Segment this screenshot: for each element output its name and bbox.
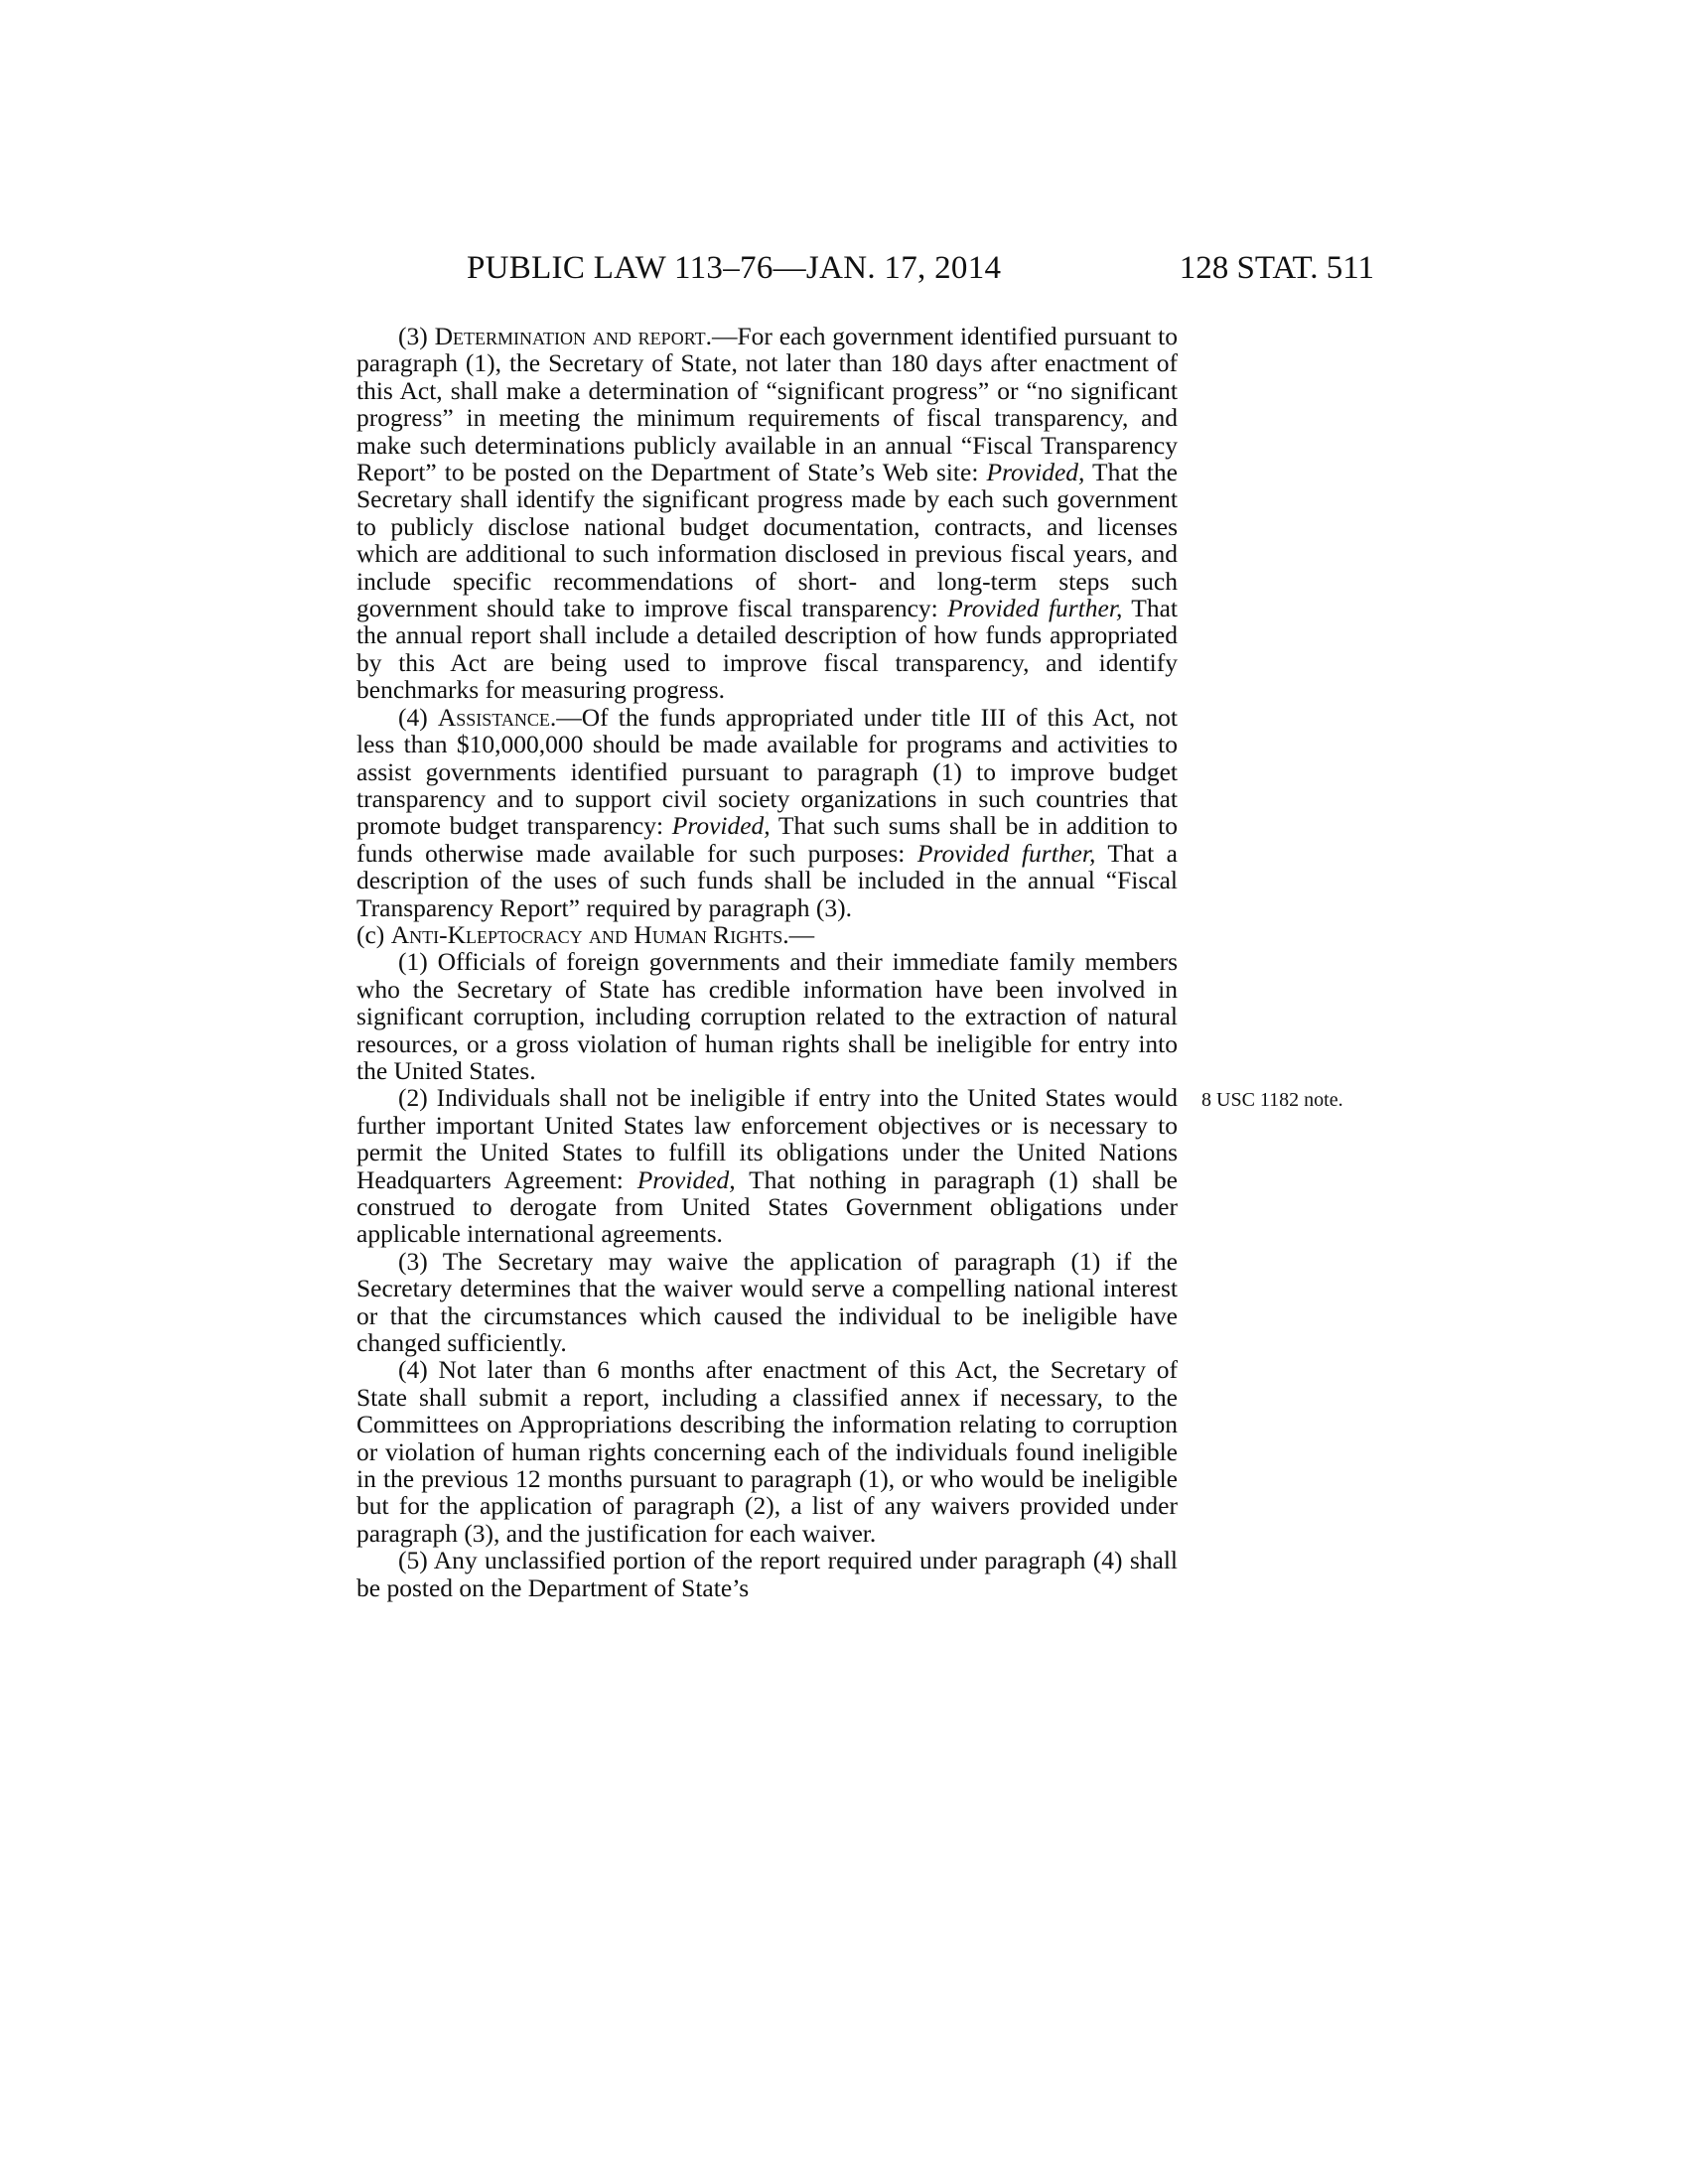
paragraph-3-heading: Determination and report.	[434, 322, 712, 350]
subsection-c-heading: (c) Anti-Kleptocracy and Human Rights.—	[356, 919, 815, 949]
running-header-title: PUBLIC LAW 113–76—JAN. 17, 2014	[467, 250, 1002, 286]
paragraph-4-heading: Assistance.	[437, 702, 557, 732]
subsection-c-paragraph-2: (2) Individuals shall not be ineligible if entry into the United States would further important United States law enforcement objectives or is necessary to permit the United States to fulfill its obligations under the United Nations Headquarters Agreement: Provided, That nothing in paragraph (1) shall be construed to derogate from United States Government obligations under applicable international agreements.	[356, 1083, 1178, 1249]
page-statute-number: 128 STAT. 511	[1179, 250, 1374, 286]
paragraph-3-determination: (3) Determination and report.—For each government identified pursuant to paragraph (1), the Secretary of State, not later than 180 days after enactment of this Act, shall make a determination of “significant progress” or “no significant progress” in meeting the minimum requirements of fiscal transparency, and make such determinations publicly available in an annual “Fiscal Transparency Report” to be posted on the Department of State’s Web site: Provided, That the Secretary shall identify the significant progress made by each such government to publicly disclose national budget documentation, contracts, and licenses which are additional to such information disclosed in previous fiscal years, and include specific recommendations of short- and long-term steps such government should take to improve fiscal transparency: Provided further, That the annual report shall include a detailed description of how funds appropriated by this Act are being used to improve fiscal transparency, and identify benchmarks for measuring progress.	[356, 322, 1179, 705]
subsection-c-paragraph-3: (3) The Secretary may waive the application of paragraph (1) if the Secretary determines that the waiver would serve a compelling national interest or that the circumstances which caused the individual to be ineligible have changed sufficiently.	[356, 1246, 1178, 1358]
margin-citation-note: 8 USC 1182 note.	[1201, 1089, 1343, 1111]
subsection-c-paragraph-5: (5) Any unclassified portion of the report required under paragraph (4) shall be posted on the Department of State’s	[356, 1546, 1178, 1602]
paragraph-4-assistance: (4) Assistance.—Of the funds appropriated under title III of this Act, not less than $10,000,000 should be made available for programs and activities to assist governments identified pursuant to paragraph (1) to improve budget transparency and to support civil society organizations in such countries that promote budget transparency: Provided, That such sums shall be in addition to funds otherwise made available for such purposes: Provided further, That a description of the uses of such funds shall be included in the annual “Fiscal Transparency Report” required by paragraph (3).	[356, 702, 1178, 922]
subsection-c-paragraph-4: (4) Not later than 6 months after enactment of this Act, the Secretary of State shall submit a report, including a classified annex if necessary, to the Committees on Appropriations describing the information relating to corruption or violation of human rights concerning each of the individuals found ineligible in the previous 12 months pursuant to paragraph (1), or who would be ineligible but for the application of paragraph (2), a list of any waivers provided under paragraph (3), and the justification for each waiver.	[356, 1355, 1178, 1548]
subsection-c-paragraph-1: (1) Officials of foreign governments and their immediate family members who the Secretary of State has credible information have been involved in significant corruption, including corruption related to the extraction of natural resources, or a gross violation of human rights shall be ineligible for entry into the United States.	[356, 947, 1178, 1085]
body-text	[356, 323, 1178, 1601]
